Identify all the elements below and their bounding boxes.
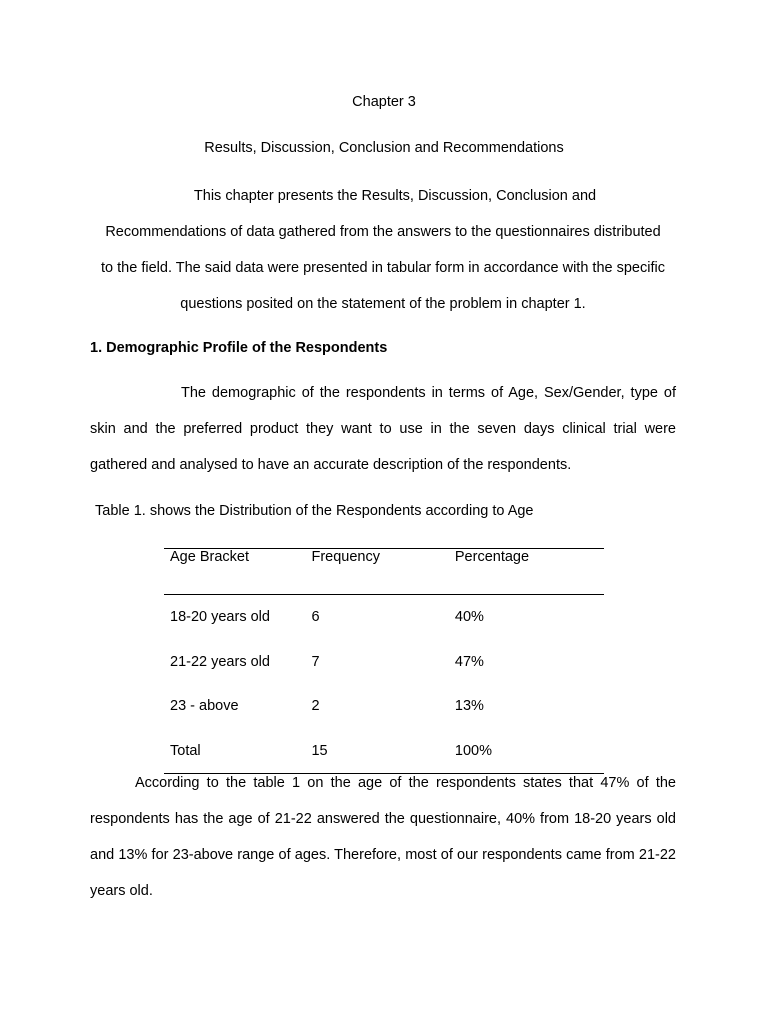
table-cell: 15 [305, 729, 448, 774]
table-cell: 40% [454, 609, 484, 626]
table-cell: 47% [454, 653, 484, 670]
table-cell: 7 [311, 653, 320, 670]
section-heading: 1. Demographic Profile of the Respondents [90, 340, 388, 356]
table-caption: Table 1. shows the Distribution of the Respondents according to Age [95, 503, 534, 519]
chapter-subtitle: Results, Discussion, Conclusion and Recommendations [204, 140, 564, 156]
intro-line: Recommendations of data gathered from the answers to the questionnaires distributed [105, 224, 661, 240]
chapter-title: Chapter 3 [352, 94, 416, 110]
analysis-paragraph: According to the table 1 on the age of the respondents states that 47% of the respondents has the age of 21-22 answered the questionnaire, 40% from 18-20 years old and 13% for 23-above range of ages. Therefore, most of our respondents came from 21-22 years old. [90, 775, 676, 899]
table-row [164, 684, 604, 729]
table-cell: 18-20 years old [170, 609, 270, 626]
table-header-cell: Percentage [449, 549, 604, 595]
table-cell: 13% [454, 698, 484, 715]
table-row [164, 595, 604, 640]
age-distribution-table [164, 548, 604, 774]
table-cell: 2 [311, 698, 320, 715]
table-cell: 6 [311, 609, 320, 626]
table-row [164, 640, 604, 685]
table-header-row [164, 549, 604, 595]
intro-paragraph [90, 178, 676, 322]
intro-line: This chapter presents the Results, Discussion, Conclusion and [193, 188, 597, 204]
intro-line: to the field. The said data were presented in tabular form in accordance with the specific [101, 260, 665, 276]
demographic-paragraph: The demographic of the respondents in terms of Age, Sex/Gender, type of skin and the preferred product they want to use in the seven days clinical trial were gathered and analysed to have an accurate description of the respondents. [90, 385, 676, 473]
table-cell: 100% [449, 729, 604, 774]
intro-line: questions posited on the statement of the problem in chapter 1. [180, 296, 586, 312]
table-cell: 21-22 years old [170, 653, 270, 670]
table-header-cell: Frequency [305, 549, 448, 595]
table-cell: 23 - above [170, 698, 239, 715]
table-header-cell: Age Bracket [164, 549, 305, 595]
table-cell: Total [164, 729, 305, 774]
